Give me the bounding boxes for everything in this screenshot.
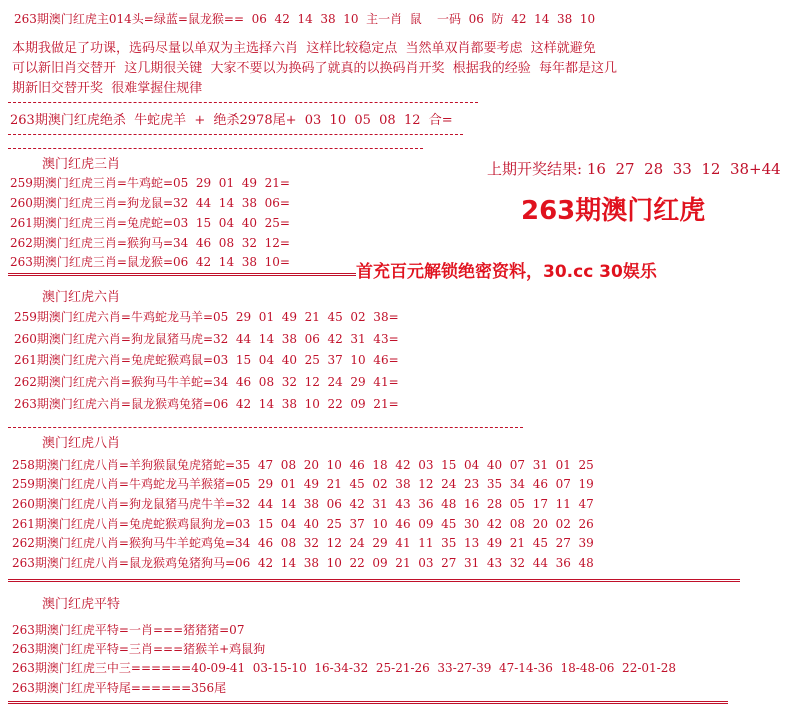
kill-line: 263期澳门红虎绝杀 牛蛇虎羊 + 绝杀2978尾+ 03 10 05 08 12 合= [10,113,453,128]
section-title-special: 澳门红虎平特 [42,597,121,612]
list-item: 260期澳门红虎八肖=狗龙鼠猪马虎牛羊=32 44 14 38 06 42 31 43 36 48 16 28 05 17 11 47 [12,497,594,511]
intro-line-2: 可以新旧肖交替开 这几期很关键 大家不要以为换码了就真的以换码肖开奖 根据我的经验 每年都是这几 [12,61,618,76]
header-line: 263期澳门红虎主014头=绿蓝=鼠龙猴== 06 42 14 38 10 主一肖 鼠 一码 06 防 42 14 38 10 [14,12,596,26]
list-item: 259期澳门红虎八肖=牛鸡蛇龙马羊猴猪=05 29 01 49 21 45 02 38 12 24 23 35 34 46 07 19 [12,477,594,491]
divider [8,427,523,428]
list-item: 261期澳门红虎八肖=兔虎蛇猴鸡鼠狗龙=03 15 04 40 25 37 10 46 09 45 30 42 08 20 02 26 [12,517,594,531]
list-item: 263期澳门红虎八肖=鼠龙猴鸡兔猪狗马=06 42 14 38 10 22 09 21 03 27 31 43 32 44 36 48 [12,556,594,570]
divider [8,273,358,276]
divider [8,134,463,135]
list-item: 263期澳门红虎平特尾======356尾 [12,681,227,695]
section-title-eight: 澳门红虎八肖 [42,436,121,451]
list-item: 263期澳门红虎平特=三肖===猪猴羊+鸡鼠狗 [12,642,266,656]
divider [8,701,728,704]
list-item: 263期澳门红虎三肖=鼠龙猴=06 42 14 38 10= [10,255,290,269]
list-item: 259期澳门红虎三肖=牛鸡蛇=05 29 01 49 21= [10,176,290,190]
ad-banner[interactable]: 首充百元解锁绝密资料，30.cc 30娱乐 [356,262,657,282]
list-item: 260期澳门红虎六肖=狗龙鼠猪马虎=32 44 14 38 06 42 31 43= [14,332,399,346]
list-item: 260期澳门红虎三肖=狗龙鼠=32 44 14 38 06= [10,196,290,210]
divider [8,148,423,149]
list-item: 262期澳门红虎六肖=猴狗马牛羊蛇=34 46 08 32 12 24 29 41= [14,375,399,389]
section-title-six: 澳门红虎六肖 [42,290,121,305]
divider [8,579,740,582]
list-item: 262期澳门红虎八肖=猴狗马牛羊蛇鸡兔=34 46 08 32 12 24 29 41 11 35 13 49 21 45 27 39 [12,536,594,550]
big-title: 263期澳门红虎 [521,196,706,226]
list-item: 259期澳门红虎六肖=牛鸡蛇龙马羊=05 29 01 49 21 45 02 38= [14,310,399,324]
last-result: 上期开奖结果: 16 27 28 33 12 38+44 [487,160,781,178]
section-title-three: 澳门红虎三肖 [42,157,121,172]
list-item: 261期澳门红虎三肖=兔虎蛇=03 15 04 40 25= [10,216,290,230]
intro-line-3: 期新旧交替开奖 很难掌握住规律 [12,81,203,96]
list-item: 263期澳门红虎六肖=鼠龙猴鸡兔猪=06 42 14 38 10 22 09 21= [14,397,399,411]
list-item: 261期澳门红虎六肖=兔虎蛇猴鸡鼠=03 15 04 40 25 37 10 46= [14,353,399,367]
list-item: 258期澳门红虎八肖=羊狗猴鼠兔虎猪蛇=35 47 08 20 10 46 18 42 03 15 04 40 07 31 01 25 [12,458,594,472]
intro-line-1: 本期我做足了功课，选码尽量以单双为主选择六肖 这样比较稳定点 当然单双肖都要考虑 这样就避免 [12,41,596,56]
list-item: 263期澳门红虎三中三======40-09-41 03-15-10 16-34-32 25-21-26 33-27-39 47-14-36 18-48-06 22-01-28 [12,661,676,675]
list-item: 262期澳门红虎三肖=猴狗马=34 46 08 32 12= [10,236,290,250]
divider [8,102,478,103]
list-item: 263期澳门红虎平特=一肖===猪猪猪=07 [12,623,245,637]
